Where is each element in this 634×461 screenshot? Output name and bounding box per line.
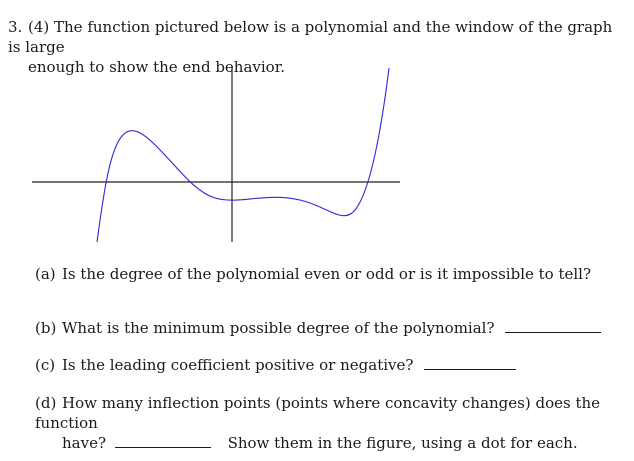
problem-intro-line1: (4) The function pictured below is a polynomial and the window of the graph is large: [8, 18, 613, 56]
question-c-label: (c): [35, 356, 56, 374]
question-a-text: Is the degree of the polynomial even or odd or is it impossible to tell?: [62, 265, 592, 283]
question-a-label: (a): [35, 265, 56, 283]
problem-number: 3.: [8, 18, 23, 36]
polynomial-curve: [97, 68, 389, 242]
question-d-text-line1: How many inflection points (points where concavity changes) does the function: [35, 394, 601, 432]
question-b: [35, 318, 601, 338]
question-c-text: Is the leading coefficient positive or negative?: [62, 356, 414, 374]
question-d-have: have?: [62, 434, 106, 452]
question-d: [35, 393, 615, 453]
answer-blank-b[interactable]: [505, 319, 601, 333]
question-d-label: (d): [35, 394, 57, 412]
question-b-text: What is the minimum possible degree of the polynomial?: [62, 319, 495, 337]
problem-intro-line2: enough to show the end behavior.: [28, 58, 285, 76]
answer-blank-d[interactable]: [115, 434, 211, 448]
question-c: [35, 355, 516, 375]
answer-blank-c[interactable]: [424, 356, 516, 370]
question-a: [35, 264, 591, 284]
question-d-show: Show them in the figure, using a dot for each.: [227, 434, 578, 452]
question-b-label: (b): [35, 319, 57, 337]
